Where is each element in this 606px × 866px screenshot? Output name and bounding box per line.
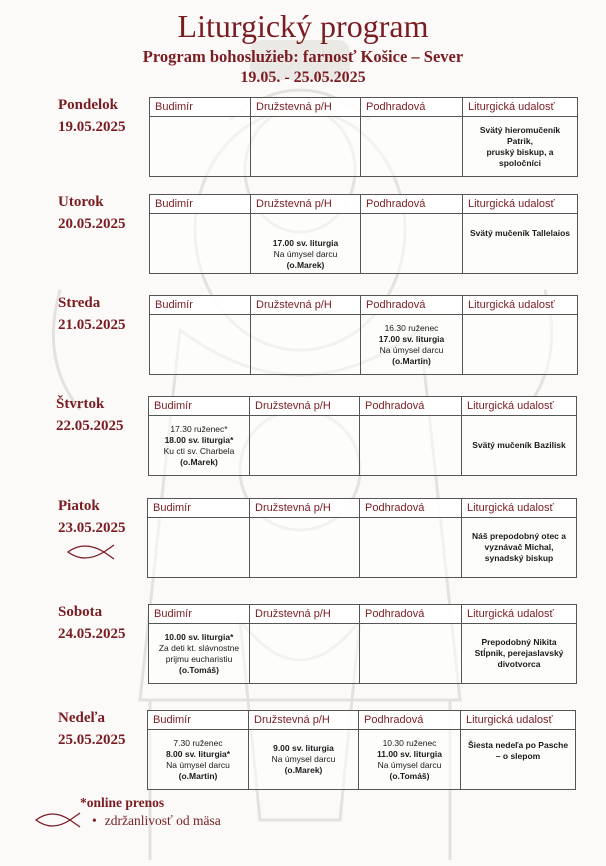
fasting-label: zdržanlivosť od mäsa [104,813,221,828]
service-line: 7.30 ruženec [173,737,223,748]
service-line: Na úmysel darcu [273,249,338,259]
col-event: Liturgická udalosť [461,711,576,730]
event-line: Náš prepodobný otec a [472,531,566,541]
cell-budimir [148,730,249,790]
service-line: Na úmysel darcu [271,754,336,764]
service-line: Na úmysel darcu [166,759,230,770]
bullet: • [92,813,97,828]
day-name: Pondelok [58,97,119,113]
col-event: Liturgická udalosť [462,605,577,624]
online-note: *online prenos [80,795,165,810]
service-line: 17.00 sv. liturgia [272,238,339,248]
col-druzstevna: Družstevná p/H [250,499,360,518]
event-line: vyznávač Michal, [484,542,554,552]
day-date: 25.05.2025 [58,732,126,748]
cell-budimir [150,214,251,274]
day-date: 24.05.2025 [58,626,126,642]
service-line: (o.Tomáš) [389,770,430,781]
cell-druzstevna [251,315,361,375]
col-druzstevna: Družstevná p/H [251,98,361,117]
col-podhradova: Podhradová [360,499,462,518]
cell-podhradova [361,117,463,177]
service-line: Na úmysel darcu [379,344,444,355]
event-line: synadský biskup [484,553,554,563]
col-druzstevna: Družstevná p/H [250,605,360,624]
page-title: Liturgický program [177,8,429,44]
day-name: Štvrtok [56,396,105,412]
col-event: Liturgická udalosť [463,98,578,117]
schedule-table [147,498,577,578]
event-line: Svätý mučeník Tallelaios [470,228,570,238]
col-druzstevna: Družstevná p/H [249,711,359,730]
fasting-note [92,813,221,829]
day-date: 22.05.2025 [56,418,124,434]
schedule-table [148,396,577,476]
col-budimir: Budimír [149,605,250,624]
service-line: 9.00 sv. liturgia [273,743,334,753]
fish-icon [34,810,82,830]
day-name: Streda [58,295,101,311]
cell-podhradova [360,624,462,684]
cell-budimir [150,315,251,375]
service-line: 10.00 sv. liturgia* [164,631,234,642]
schedule-table [149,295,578,375]
cell-druzstevna [250,624,360,684]
service-line: Ku cti sv. Charbela [163,445,235,456]
service-line: 10.30 ruženec [382,737,437,748]
day-name: Sobota [58,604,103,620]
service-line: 17.30 ruženec* [170,423,228,434]
service-line: 8.00 sv. liturgia* [165,748,231,759]
service-line: 18.00 sv. liturgia* [164,434,234,445]
cell-podhradova [361,214,463,274]
service-line: 16.30 ruženec [384,322,439,333]
col-druzstevna: Družstevná p/H [250,397,360,416]
cell-podhradova [361,315,463,375]
col-podhradova: Podhradová [360,397,462,416]
event-line: Stĺpnik, perejaslavský [474,648,564,658]
service-line: (o.Marek) [180,456,218,467]
schedule-table [149,194,578,274]
service-line: Na úmysel darcu [377,759,442,770]
schedule-table [147,710,576,790]
day-date: 21.05.2025 [58,317,126,333]
cell-podhradova [359,730,461,790]
fish-icon [66,543,116,561]
col-druzstevna: Družstevná p/H [251,296,361,315]
cell-budimir [149,416,250,476]
cell-event [463,117,578,177]
col-budimir: Budimír [149,397,250,416]
col-podhradova: Podhradová [361,98,463,117]
col-event: Liturgická udalosť [462,397,577,416]
cell-event [462,518,577,578]
day-date: 19.05.2025 [58,119,126,135]
page-subtitle: Program bohoslužieb: farnosť Košice – Sever [142,47,464,66]
schedule-table [149,97,578,177]
event-line: Svätý mučeník Bazilisk [472,440,566,450]
cell-podhradova [360,518,462,578]
service-line: (o.Marek) [284,765,323,775]
col-event: Liturgická udalosť [462,499,577,518]
service-line: (o.Martin) [178,770,218,781]
cell-druzstevna [249,730,359,790]
event-line: Šiesta nedeľa po Pasche [467,740,569,750]
col-podhradova: Podhradová [359,711,461,730]
col-budimir: Budimír [150,98,251,117]
col-podhradova: Podhradová [360,605,462,624]
col-podhradova: Podhradová [361,195,463,214]
event-line: divotvorca [497,659,541,669]
cell-event [462,624,577,684]
col-budimir: Budimír [150,296,251,315]
col-budimir: Budimír [150,195,251,214]
col-budimir: Budimír [148,499,250,518]
cell-event [463,214,578,274]
col-podhradova: Podhradová [361,296,463,315]
day-date: 20.05.2025 [58,216,126,232]
service-line: Za deti kt. slávnostne [158,642,240,653]
event-line: – o slepom [495,751,541,761]
day-name: Piatok [58,498,100,514]
col-budimir: Budimír [148,711,249,730]
col-event: Liturgická udalosť [463,195,578,214]
cell-druzstevna [251,117,361,177]
cell-budimir [150,117,251,177]
day-name: Nedeľa [58,710,106,726]
cell-druzstevna [251,214,361,274]
service-line: 17.00 sv. liturgia [378,333,445,344]
schedule-table [148,604,577,684]
day-name: Utorok [58,194,104,210]
service-line: 11.00 sv. liturgia [376,748,443,759]
date-range: 19.05. - 25.05.2025 [240,69,366,86]
col-event: Liturgická udalosť [463,296,578,315]
event-line: Prepodobný Nikita [481,637,557,647]
service-line: prijmu eucharistiu [165,653,233,664]
service-line: (o.Marek) [286,260,325,270]
service-line: (o.Tomáš) [179,664,219,675]
cell-event [461,730,576,790]
col-druzstevna: Družstevná p/H [251,195,361,214]
event-line: Svätý hieromučeník Patrik, [479,124,561,146]
cell-event [462,416,577,476]
service-line: (o.Martin) [392,355,431,366]
cell-druzstevna [250,416,360,476]
cell-budimir [148,518,250,578]
event-line: pruský biskup, a spoločníci [486,146,554,168]
cell-podhradova [360,416,462,476]
day-date: 23.05.2025 [58,520,126,536]
cell-event [463,315,578,375]
cell-druzstevna [250,518,360,578]
cell-budimir [149,624,250,684]
